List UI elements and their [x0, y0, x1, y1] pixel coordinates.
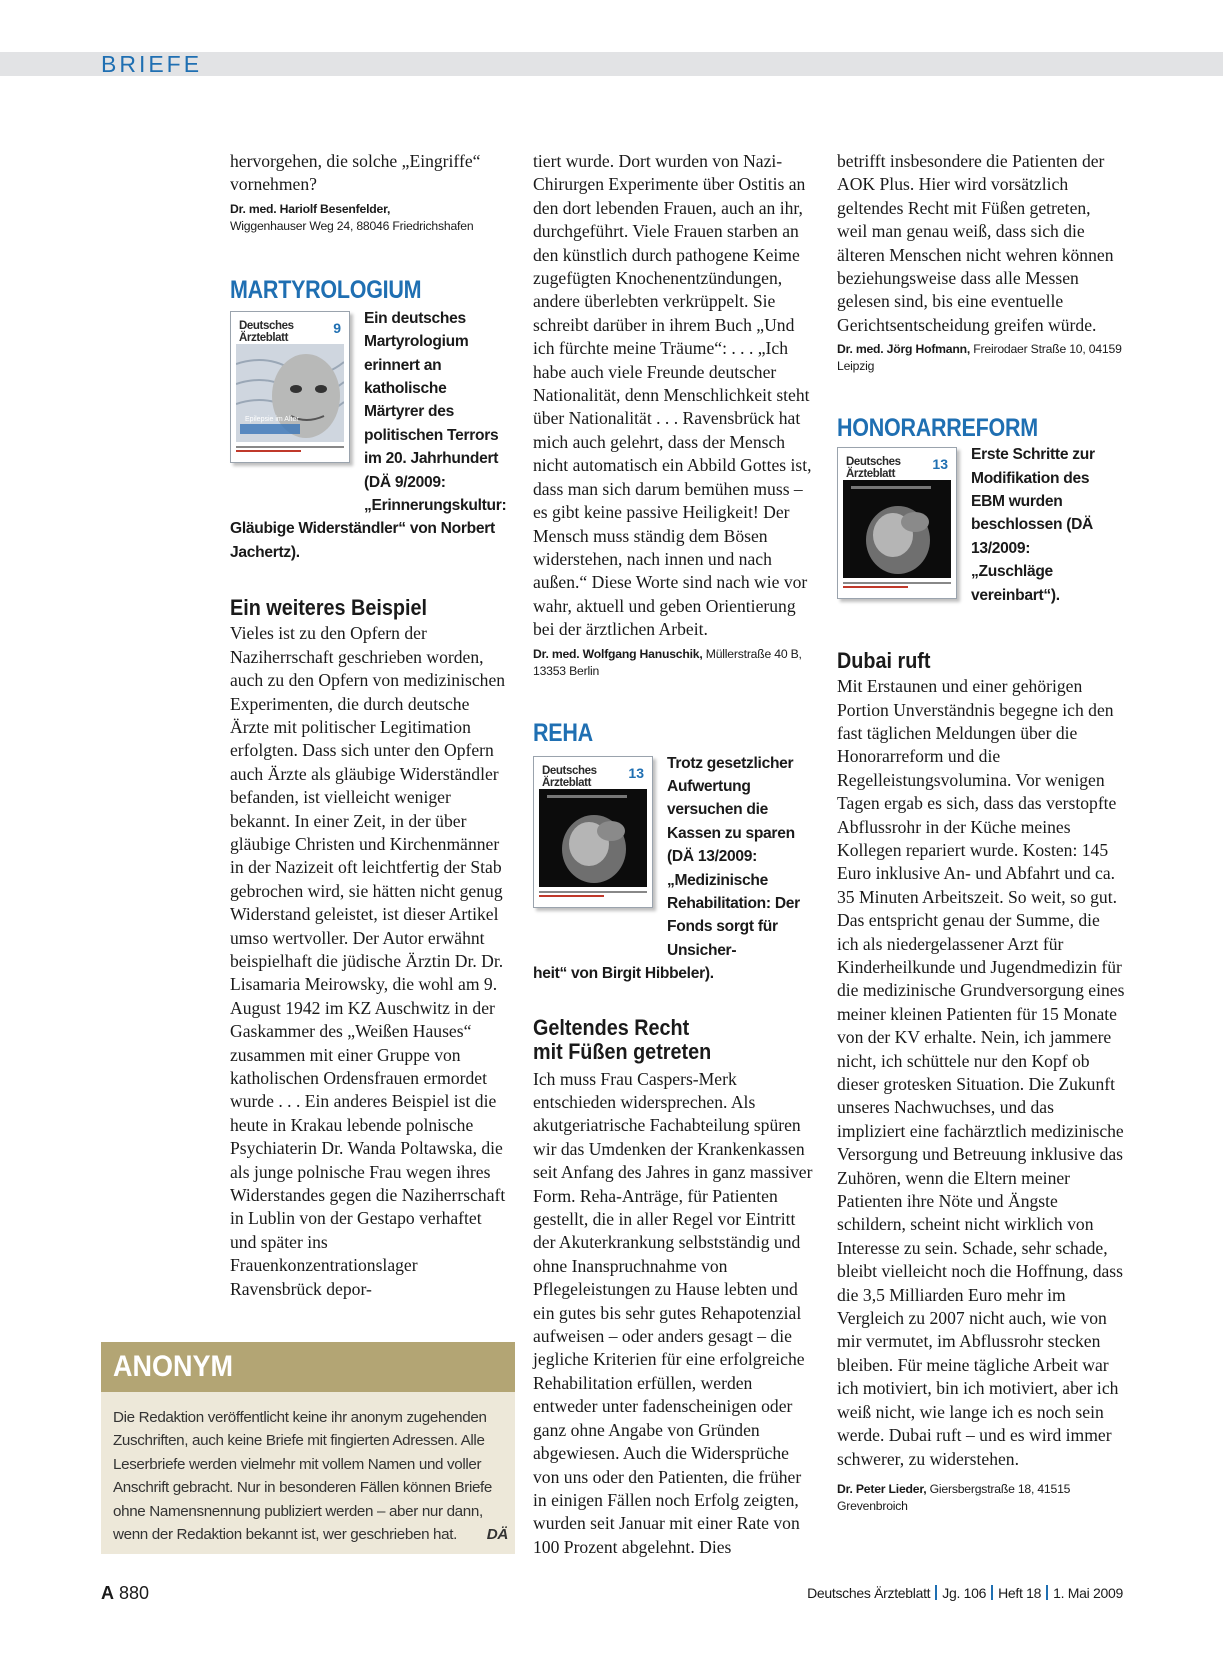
- cover-number: 9: [333, 319, 341, 336]
- cover-image: [539, 789, 647, 887]
- topic-heading-honorarreform: HONORARREFORM: [837, 414, 1038, 443]
- anonym-title: ANONYM: [113, 1350, 234, 1383]
- topic-teaser: Trotz gesetzlicher Aufwertung versuchen die Kassen zu sparen (DÄ 13/2009: „Medizinische Rehabilitation: Der Fonds sorgt für Unsicher-: [667, 754, 800, 959]
- magazine-cover: [230, 311, 350, 463]
- topic-heading-martyrologium: MARTYROLOGIUM: [230, 275, 422, 304]
- signature-name: Dr. med. Wolfgang Hanuschik,: [533, 646, 703, 661]
- page-number: [101, 1583, 149, 1604]
- cover-title: Deutsches Ärzteblatt: [846, 456, 901, 481]
- cover-portrait-image: [236, 344, 344, 442]
- cover-number: 13: [628, 764, 644, 781]
- letter-continuation: hervorgehen, die solche „Eingriffe“ vornehmen?: [230, 151, 481, 195]
- anonym-text-body: Die Redaktion veröffentlicht keine ihr anonym zugehenden Zuschriften, auch keine Briefe mit fingierten Adressen. Alle Leserbriefe werden vielmehr mit vollem Namen und voller Anschrift gebracht. Nur in besonderen Fällen können Briefe ohne Namensnennung publiziert werden – aber nur dann, wenn der Redaktion bekannt ist, wer geschrieben hat.: [113, 1409, 493, 1544]
- page-prefix: A: [101, 1583, 114, 1603]
- page-number-value: 880: [119, 1583, 150, 1603]
- section-title: BRIEFE: [101, 51, 203, 77]
- footer-journal: Deutsches Ärzteblatt: [807, 1585, 931, 1601]
- column-3: [837, 150, 1125, 1515]
- cover-caption: Epilepsie im Alter: [245, 415, 299, 423]
- letter-headline: Ein weiteres Beispiel: [230, 595, 427, 621]
- footer-issue: Heft 18: [998, 1585, 1042, 1601]
- magazine-cover: [837, 447, 957, 599]
- cover-title: Deutsches Ärzteblatt: [542, 764, 597, 789]
- letter-body: Vieles ist zu den Opfern der Naziherrschaft geschrieben worden, auch zu den Opfern von medizinischen Experimenten, die durch deutsche Ärzte mit politischer Legitimation erfolgten. Dass sich unter den Opfern auch Ärzte als gläubige Widerständler befanden, ist vielleicht weniger bekannt. In einer Zeit, in der über gläubige Christen und Kirchenmänner in der Nazizeit oft leichtfertig der Stab gebrochen wird, sie hätten nicht genug Widerstand geleistet, ist dieser Artikel umso wertvoller. Der Autor erwähnt beispielhaft die jüdische Ärztin Dr. Dr. Lisamaria Meirowsky, die wohl am 9. August 1942 im KZ Auschwitz in der Gaskammer des „Weißen Hauses“ zusammen mit einer Gruppe von katholischen Ordensfrauen ermordet wurde . . . Ein anderes Beispiel ist die heute in Krakau lebende polnische Psychiaterin Dr. Wanda Poltawska, die als junge polnische Frau wegen ihres Widerstandes gegen die Naziherrschaft in Lublin von der Gestapo verhaftet und später ins Frauenkonzentrationslager Ravensbrück depor-: [230, 623, 506, 1299]
- cover-title: Deutsches Ärzteblatt: [239, 319, 294, 344]
- signature: [837, 1481, 1125, 1515]
- signature-address: Giersbergstraße 18, 41515 Grevenbroich: [837, 1481, 1071, 1513]
- column-2: [533, 150, 819, 1559]
- topic-teaser-continued: Gläubige Widerständler“ von Norbert Jachertz).: [230, 520, 495, 561]
- anonym-text: [113, 1406, 508, 1546]
- signature: [837, 341, 1125, 375]
- footer-separator: [1046, 1585, 1048, 1600]
- signature: [533, 646, 819, 680]
- signature: [230, 201, 512, 235]
- magazine-cover: [533, 756, 653, 908]
- signature-name: Dr. med. Jörg Hofmann,: [837, 342, 971, 357]
- signature-name: Dr. med. Hariolf Besenfelder,: [230, 201, 391, 216]
- letter-headline: Dubai ruft: [837, 648, 931, 674]
- letter-body: Mit Erstaunen und einer gehörigen Portion Unverständnis begegne ich den fast täglichen Meldungen über die Honorarreform und die Regelleistungsvolumina. Vor wenigen Tagen ergab es sich, dass das verstopfte Abflussrohr in der Küche meines Kollegen repariert wurde. Kosten: 145 Euro inklusive An- und Abfahrt und ca. 35 Minuten Arbeitszeit. So weit, so gut. Das entspricht genau der Summe, die ich als niedergelassener Arzt für Kinderheilkunde und Jugendmedizin für die medizinische Grundversorgung eines meiner kleinen Patienten für 15 Monate von der KV erhalte. Nein, ich jammere nicht, ich schüttele nur den Kopf ob dieser grotesken Situation. Die Zukunft unseres Nachwuchses, und das impliziert eine fachärztlich medizinische Versorgung und Betreuung inklusive das Zuhören, wenn die Eltern meiner Patienten ihre Nöte und Ängste schildern, scheint nicht wirklich von Interesse zu sein. Schade, sehr schade, bleibt vielleicht noch die Hoffnung, dass die 3,5 Milliarden Euro mehr im Vergleich zu 2007 nicht auch, wie von mir vermutet, im Abflussrohr stecken bleiben. Für meine tägliche Arbeit war ich motiviert, bin ich motiviert, aber ich weiß nicht, wie lange ich es noch sein werde. Dubai ruft – und es wird immer schwerer, zu widerstehen.: [837, 676, 1125, 1469]
- cover-image: [843, 480, 951, 578]
- signature-address: Wiggenhauser Weg 24, 88046 Friedrichshafen: [230, 218, 474, 233]
- anonym-header: [101, 1342, 515, 1392]
- column-1: [230, 150, 512, 1301]
- anonym-notice-box: [101, 1342, 515, 1554]
- footer-separator: [935, 1585, 937, 1600]
- signature-name: Dr. Peter Lieder,: [837, 1481, 927, 1496]
- footer-volume: Jg. 106: [942, 1585, 987, 1601]
- letter-body-continued: betrifft insbesondere die Patienten der AOK Plus. Hier wird vorsätzlich geltendes Recht mit Füßen getreten, weil man genau weiß, dass sich die älteren Menschen nicht wehren können beziehungsweise dass alle Messen gelesen sind, bis eine eventuelle Gerichtsentscheidung greifen würde.: [837, 151, 1114, 335]
- footer-date: 1. Mai 2009: [1053, 1585, 1123, 1601]
- footer-separator: [991, 1585, 993, 1600]
- letter-body: Ich muss Frau Caspers-Merk entschieden widersprechen. Als akutgeriatrische Fachabteilung spüren wir das Umdenken der Krankenkassen seit Anfang des Jahres in ganz massiver Form. Reha-Anträge, für Patienten gestellt, die in aller Regel vor Eintritt der Akuterkrankung selbstständig und ohne Inanspruchnahme von Pflegeleistungen zu Hause lebten und ein gutes bis sehr gutes Rehapotenzial aufweisen – oder anders gesagt – die jegliche Kriterien für eine erfolgreiche Rehabilitation erfüllen, werden entweder unter fadenscheinigen oder ganz ohne Angabe von Gründen abgewiesen. Auch die Widersprüche von uns oder den Patienten, die früher in einigen Fällen noch Erfolg zeigten, wurden seit Januar mit einer Rate von 100 Prozent abgelehnt. Dies: [533, 1068, 813, 1557]
- footer-publication-info: [807, 1585, 1123, 1601]
- letter-headline-line-2: mit Füßen getreten: [533, 1038, 712, 1064]
- topic-teaser: Ein deutsches Martyrologium erinnert an katholische Märtyrer des politischen Terrors im 20. Jahrhundert (DÄ 9/2009: „Erinnerungskultur:: [364, 309, 507, 515]
- cover-footer-lines: [539, 891, 647, 901]
- cover-number: 13: [932, 456, 948, 473]
- topic-teaser-continued: heit“ von Birgit Hibbeler).: [533, 965, 714, 983]
- cover-footer-lines: [236, 446, 344, 456]
- cover-footer-lines: [843, 582, 951, 592]
- signature-address: Müllerstraße 40 B, 13353 Berlin: [533, 646, 802, 678]
- signature-address: Freirodaer Straße 10, 04159 Leipzig: [837, 342, 1122, 374]
- topic-teaser: Erste Schritte zur Modifikation des EBM wurden beschlossen (DÄ 13/2009: „Zuschläge vereinbart“).: [971, 446, 1095, 604]
- topic-heading-reha: REHA: [533, 718, 593, 747]
- letter-headline-line-1: Geltendes Recht: [533, 1014, 690, 1040]
- anonym-mark: DÄ: [486, 1526, 508, 1544]
- letter-body-continued: tiert wurde. Dort wurden von Nazi-Chirurgen Experimente über Ostitis an den dort lebenden Frauen, auch an ihr, durchgeführt. Viele Frauen starben an den künstlich durch pathogene Keime zugefügten Knochenentzündungen, andere überlebten verkrüppelt. Sie schreibt darüber in ihrem Buch „Und ich fürchte meine Träume“: . . . „Ich habe auch viele Freunde deutscher Nationalität, denn Menschlichkeit steht über Nationalität . . . Ravensbrück hat mich auch gelehrt, dass der Mensch nicht automatisch ein Abbild Gottes ist, dass man sich darum bemühen muss – es gibt keine passive Heiligkeit! Der Mensch muss ständig dem Bösen widerstehen, nach innen und nach außen.“ Diese Worte sind nach wie vor wahr, aktuell und geben Orientierung bei der ärztlichen Arbeit.: [533, 151, 812, 640]
